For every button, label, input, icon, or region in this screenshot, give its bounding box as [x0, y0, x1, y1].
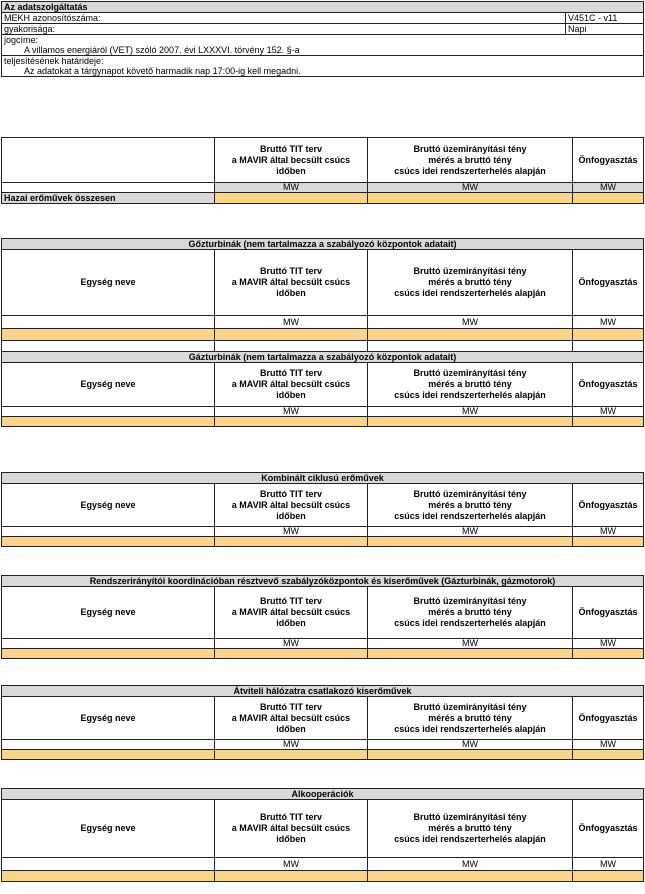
combined-cycle-table — [1, 472, 644, 547]
summary-table — [1, 137, 644, 204]
unit-cell: MW — [368, 316, 573, 329]
coordination-table — [1, 575, 644, 659]
unit-blank — [2, 407, 215, 417]
input-cell[interactable] — [215, 750, 368, 760]
unit-cell: MW — [368, 183, 573, 193]
unit-name-header: Egység neve — [2, 800, 215, 858]
frequency-value: Napi — [566, 24, 644, 35]
unit-blank — [2, 527, 215, 537]
input-cell[interactable] — [215, 329, 368, 341]
input-cell[interactable] — [2, 649, 215, 659]
unit-cell: MW — [368, 639, 573, 649]
unit-cell: MW — [215, 858, 368, 871]
unit-cell: MW — [215, 183, 368, 193]
input-cell[interactable] — [573, 537, 644, 547]
input-cell[interactable] — [573, 871, 644, 882]
unit-cell: MW — [368, 740, 573, 750]
col1-header: Bruttó TIT terv a MAVIR által becsült csúcs időben — [215, 138, 368, 183]
mekh-id-label: MEKH azonosítószáma: — [2, 13, 566, 24]
unit-blank — [2, 639, 215, 649]
col2-header: Bruttó üzemirányítási tény mérés a bruttó tény csúcs idei rendszerterhelés alapján — [368, 138, 573, 183]
input-cell[interactable] — [573, 193, 644, 204]
col1-header: Bruttó TIT terv a MAVIR által becsült csúcs időben — [215, 363, 368, 407]
col2-header: Bruttó üzemirányítási tény mérés a bruttó tény csúcs idei rendszerterhelés alapján — [368, 697, 573, 740]
input-cell[interactable] — [368, 537, 573, 547]
mekh-id-value: V451C - v11 — [566, 13, 644, 24]
unit-name-header: Egység neve — [2, 697, 215, 740]
section-title-coordination: Rendszerirányítói koordinációban résztvevő szabályzóközpontok és kiserőművek (Gázturbinák, gázmotorok) — [2, 576, 644, 587]
section-title-steam: Gőzturbinák (nem tartalmazza a szabályozó központok adatait) — [2, 239, 644, 250]
input-cell[interactable] — [368, 871, 573, 882]
col3-header: Önfogyasztás — [573, 800, 644, 858]
input-cell[interactable] — [368, 649, 573, 659]
input-cell[interactable] — [215, 649, 368, 659]
spacer-cell — [368, 341, 573, 352]
col3-header: Önfogyasztás — [573, 250, 644, 316]
input-cell[interactable] — [573, 417, 644, 427]
col1-header: Bruttó TIT terv a MAVIR által becsült csúcs időben — [215, 697, 368, 740]
input-cell[interactable] — [215, 193, 368, 204]
unit-cell: MW — [573, 183, 644, 193]
unit-cell: MW — [573, 740, 644, 750]
unit-blank — [2, 740, 215, 750]
section-title-transmission: Átviteli hálózatra csatlakozó kiserőművek — [2, 686, 644, 697]
unit-blank — [2, 183, 215, 193]
info-table — [1, 1, 644, 77]
input-cell[interactable] — [2, 329, 215, 341]
unit-cell: MW — [215, 316, 368, 329]
col2-header: Bruttó üzemirányítási tény mérés a bruttó tény csúcs idei rendszerterhelés alapján — [368, 250, 573, 316]
unit-cell: MW — [368, 407, 573, 417]
input-cell[interactable] — [368, 750, 573, 760]
unit-cell: MW — [573, 316, 644, 329]
col2-header: Bruttó üzemirányítási tény mérés a bruttó tény csúcs idei rendszerterhelés alapján — [368, 587, 573, 639]
unit-cell: MW — [573, 639, 644, 649]
input-cell[interactable] — [2, 537, 215, 547]
unit-name-header: Egység neve — [2, 363, 215, 407]
summary-row-label: Hazai erőművek összesen — [2, 193, 215, 204]
col1-header: Bruttó TIT terv a MAVIR által becsült csúcs időben — [215, 250, 368, 316]
unit-cell: MW — [368, 858, 573, 871]
deadline-label: teljesítésének határideje: — [2, 56, 644, 67]
input-cell[interactable] — [2, 871, 215, 882]
spacer-cell — [2, 341, 215, 352]
deadline-text: Az adatokat a tárgynapot követő harmadik nap 17:00-ig kell megadni. — [2, 66, 644, 77]
col1-header: Bruttó TIT terv a MAVIR által becsült csúcs időben — [215, 587, 368, 639]
section-title-subcooperation: Alkooperációk — [2, 789, 644, 800]
input-cell[interactable] — [215, 871, 368, 882]
col2-header: Bruttó üzemirányítási tény mérés a bruttó tény csúcs idei rendszerterhelés alapján — [368, 800, 573, 858]
spacer-cell — [215, 341, 368, 352]
unit-name-header: Egység neve — [2, 484, 215, 527]
info-header: Az adatszolgáltatás — [2, 2, 644, 13]
col1-header: Bruttó TIT terv a MAVIR által becsült csúcs időben — [215, 484, 368, 527]
unit-cell: MW — [215, 740, 368, 750]
unit-blank — [2, 858, 215, 871]
input-cell[interactable] — [215, 417, 368, 427]
col2-header: Bruttó üzemirányítási tény mérés a bruttó tény csúcs idei rendszerterhelés alapján — [368, 363, 573, 407]
transmission-table — [1, 685, 644, 760]
unit-cell: MW — [368, 527, 573, 537]
col3-header: Önfogyasztás — [573, 587, 644, 639]
input-cell[interactable] — [368, 417, 573, 427]
input-cell[interactable] — [573, 329, 644, 341]
col2-header: Bruttó üzemirányítási tény mérés a bruttó tény csúcs idei rendszerterhelés alapján — [368, 484, 573, 527]
input-cell[interactable] — [368, 193, 573, 204]
unit-cell: MW — [215, 407, 368, 417]
col1-header: Bruttó TIT terv a MAVIR által becsült csúcs időben — [215, 800, 368, 858]
input-cell[interactable] — [573, 649, 644, 659]
input-cell[interactable] — [215, 537, 368, 547]
blank-header-cell — [2, 138, 215, 183]
steam-gas-turbine-table — [1, 238, 644, 427]
input-cell[interactable] — [573, 750, 644, 760]
unit-cell: MW — [573, 858, 644, 871]
unit-cell: MW — [573, 407, 644, 417]
subcooperation-table — [1, 788, 644, 882]
unit-cell: MW — [215, 527, 368, 537]
col3-header: Önfogyasztás — [573, 363, 644, 407]
col3-header: Önfogyasztás — [573, 484, 644, 527]
unit-cell: MW — [215, 639, 368, 649]
legal-basis-text: A villamos energiáról (VET) szóló 2007. évi LXXXVI. törvény 152. §-a — [2, 45, 644, 56]
input-cell[interactable] — [2, 750, 215, 760]
unit-cell: MW — [573, 527, 644, 537]
spacer-cell — [573, 341, 644, 352]
unit-name-header: Egység neve — [2, 250, 215, 316]
unit-blank — [2, 316, 215, 329]
section-title-gas: Gázturbinák (nem tartalmazza a szabályozó központok adatait) — [2, 352, 644, 363]
frequency-label: gyakorisága: — [2, 24, 566, 35]
col3-header: Önfogyasztás — [573, 138, 644, 183]
legal-basis-label: jogcíme: — [2, 35, 644, 46]
input-cell[interactable] — [368, 329, 573, 341]
input-cell[interactable] — [2, 417, 215, 427]
col3-header: Önfogyasztás — [573, 697, 644, 740]
section-title-combined: Kombinált ciklusú erőművek — [2, 473, 644, 484]
unit-name-header: Egység neve — [2, 587, 215, 639]
